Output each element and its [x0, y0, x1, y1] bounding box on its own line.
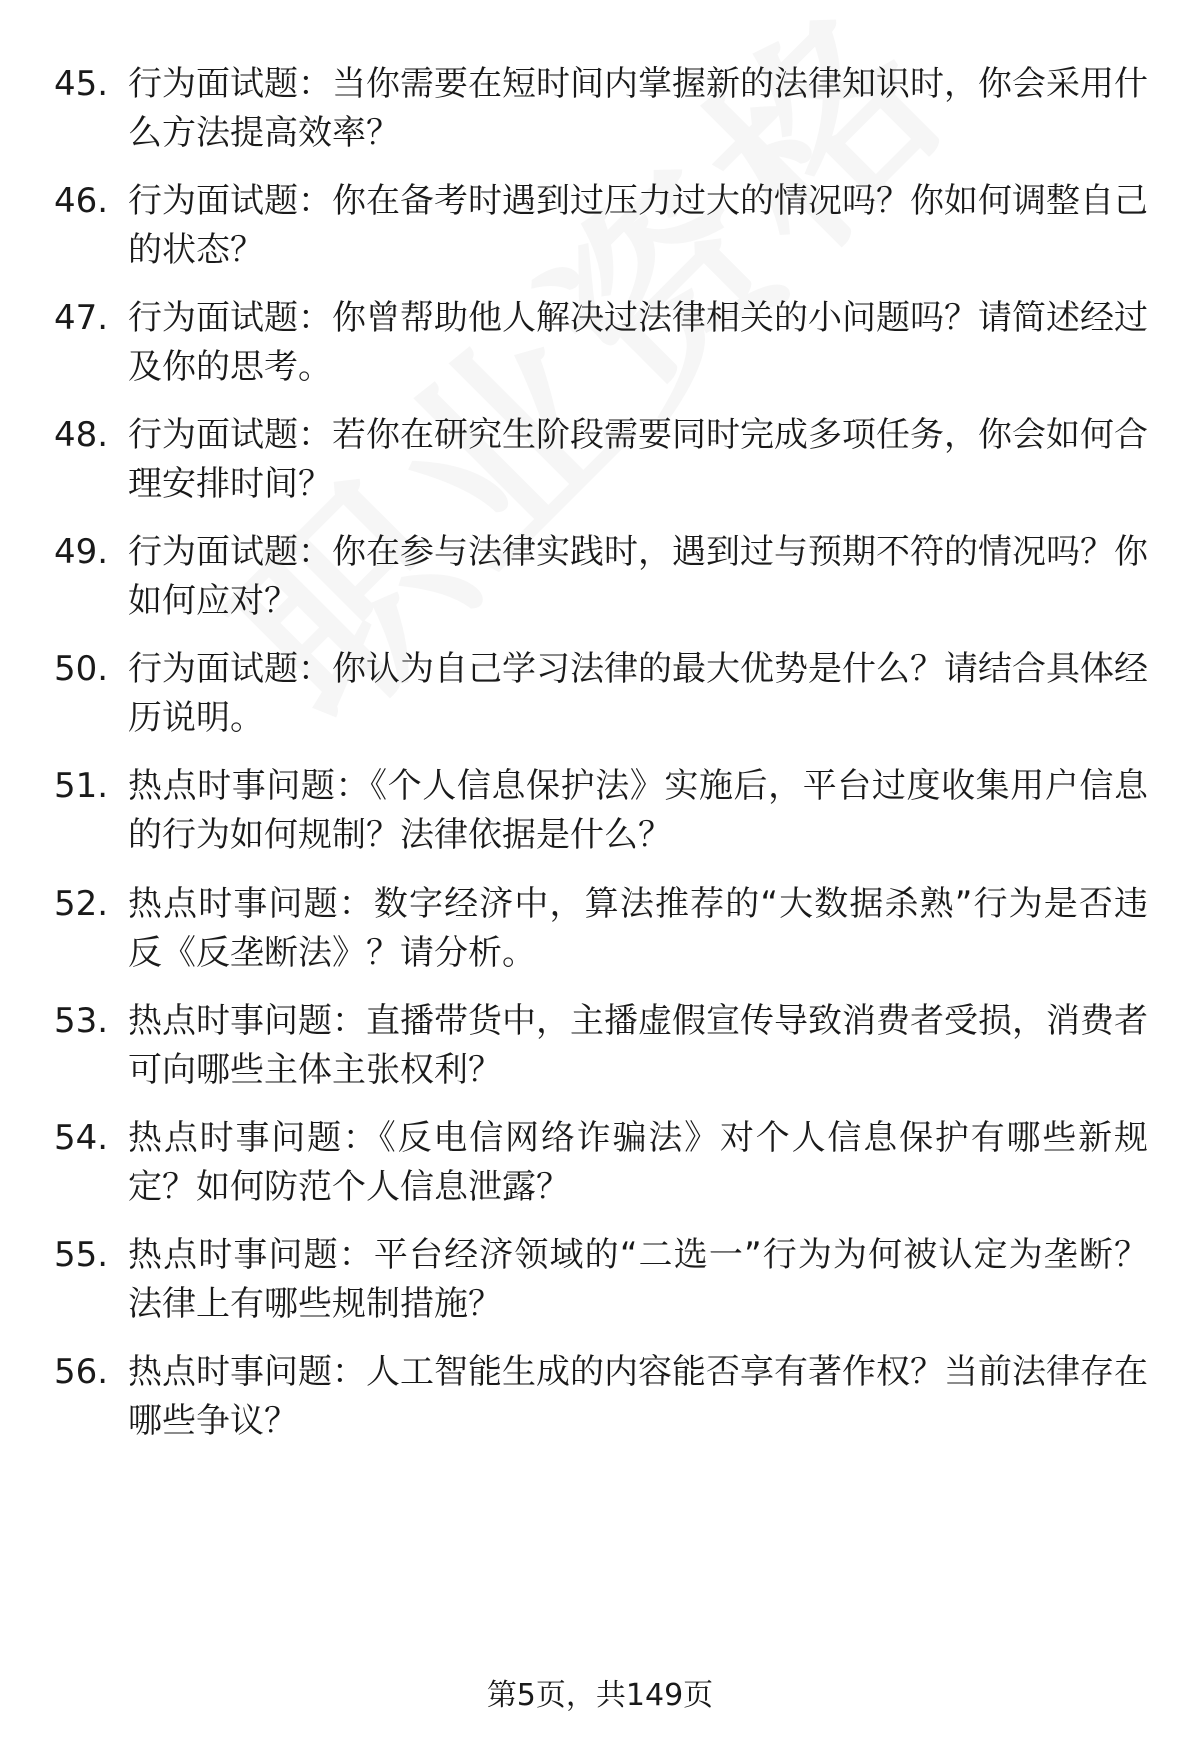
item-number: 53.	[54, 1001, 109, 1041]
item-number: 46.	[54, 181, 109, 221]
item-text: 热点时事问题：直播带货中，主播虚假宣传导致消费者受损，消费者可向哪些主体主张权利？	[128, 1001, 1148, 1090]
item-text: 行为面试题：你曾帮助他人解决过法律相关的小问题吗？请简述经过及你的思考。	[128, 298, 1148, 387]
page-footer: 第5页，共149页	[486, 1678, 714, 1713]
item-text: 行为面试题：你认为自己学习法律的最大优势是什么？请结合具体经历说明。	[128, 649, 1148, 738]
item-text: 行为面试题：你在参与法律实践时，遇到过与预期不符的情况吗？你如何应对？	[128, 532, 1148, 621]
item-text: 热点时事问题：数字经济中，算法推荐的“大数据杀熟”行为是否违反《反垄断法》？请分析。	[128, 884, 1148, 973]
item-number: 48.	[54, 415, 109, 455]
item-number: 56.	[54, 1352, 109, 1392]
item-number: 54.	[54, 1118, 109, 1158]
item-text: 热点时事问题：《个人信息保护法》实施后，平台过度收集用户信息的行为如何规制？法律依据是什么？	[128, 766, 1148, 855]
item-number: 50.	[54, 649, 109, 689]
item-text: 热点时事问题：人工智能生成的内容能否享有著作权？当前法律存在哪些争议？	[128, 1352, 1148, 1441]
item-number: 51.	[54, 766, 109, 806]
item-number: 55.	[54, 1235, 109, 1275]
item-text: 热点时事问题：《反电信网络诈骗法》对个人信息保护有哪些新规定？如何防范个人信息泄露？	[128, 1118, 1148, 1207]
item-text: 行为面试题：当你需要在短时间内掌握新的法律知识时，你会采用什么方法提高效率？	[128, 64, 1148, 153]
item-number: 49.	[54, 532, 109, 572]
item-number: 45.	[54, 64, 109, 104]
item-number: 52.	[54, 884, 109, 924]
item-text: 行为面试题：若你在研究生阶段需要同时完成多项任务，你会如何合理安排时间？	[128, 415, 1148, 504]
item-number: 47.	[54, 298, 109, 338]
item-text: 行为面试题：你在备考时遇到过压力过大的情况吗？你如何调整自己的状态？	[128, 181, 1148, 270]
item-text: 热点时事问题：平台经济领域的“二选一”行为为何被认定为垄断？法律上有哪些规制措施？	[128, 1235, 1148, 1324]
